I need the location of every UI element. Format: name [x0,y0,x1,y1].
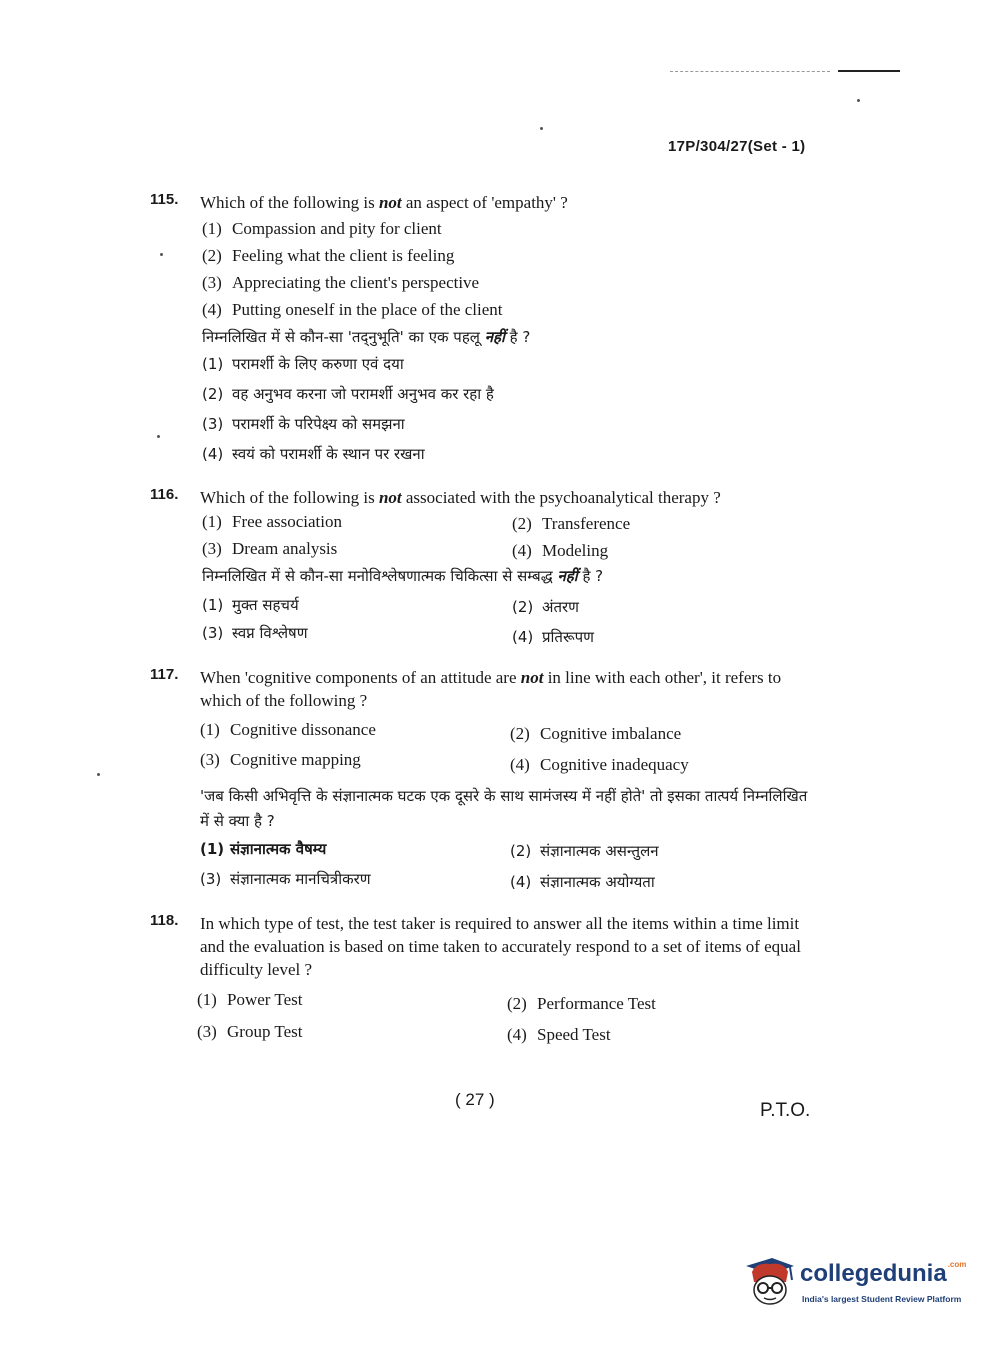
scan-speck [160,253,163,256]
option-en-3: (3) Cognitive mapping [200,750,361,769]
question-text-hindi: 'जब किसी अभिवृत्ति के संज्ञानात्मक घटक एक दूसरे के साथ सामंजस्य में नहीं होते' तो इसका तात्पर्य निम्नलिखित में से क्या है ? [200,787,808,830]
question-text: Which of the following is not an aspect of 'empathy' ? [200,193,568,212]
question-text: When 'cognitive components of an attitude are not in line with each other', it refers to which of the following ? [200,668,782,710]
option-en-1: (1) Power Test [197,990,303,1009]
scan-speck [157,435,160,438]
option-hi-2: (2) संज्ञानात्मक असन्तुलन [510,842,659,860]
option-en-4: (4) Cognitive inadequacy [510,755,689,774]
option-en-3: (3) Dream analysis [202,539,338,558]
option-en-2: (2) Feeling what the client is feeling [202,246,455,265]
collegedunia-logo [742,1252,972,1312]
scan-speck [540,127,543,130]
option-en-1: (1) Free association [202,512,342,531]
logo-tagline: India's largest Student Review Platform [802,1294,962,1304]
option-en-4: (4) Speed Test [507,1025,611,1044]
option-hi-1: (1) परामर्शी के लिए करुणा एवं दया [202,355,404,373]
question-text: Which of the following is not associated with the psychoanalytical therapy ? [200,488,721,507]
header-rule [838,70,900,72]
option-en-2: (2) Transference [512,514,631,533]
option-en-4: (4) Modeling [512,541,609,560]
logo-wordmark: collegedunia$^{.com}$ [800,1260,967,1287]
option-en-3: (3) Group Test [197,1022,303,1041]
option-hi-2: (2) अंतरण [512,598,579,616]
option-hi-4: (4) प्रतिरूपण [512,628,594,646]
option-hi-3: (3) स्वप्न विश्लेषण [202,624,308,642]
option-hi-4: (4) स्वयं को परामर्शी के स्थान पर रखना [202,445,425,463]
page-number: ( 27 ) [455,1090,495,1109]
student-mascot-icon [742,1252,798,1308]
option-hi-1: (1) मुक्त सहचर्य [202,596,299,614]
option-hi-3: (3) परामर्शी के परिपेक्ष्य को समझना [202,415,405,433]
option-hi-3: (3) संज्ञानात्मक मानचित्रीकरण [200,870,371,888]
question-text: In which type of test, the test taker is required to answer all the items within a time limit and the evaluation is based on time taken to accurately respond to a set of items of equal difficulty level ? [200,914,801,979]
paper-code: 17P/304/27(Set - 1) [668,138,806,155]
question-number: 117. [150,666,179,683]
option-en-4: (4) Putting oneself in the place of the client [202,300,503,319]
question-number: 118. [150,912,179,929]
header-dashed-line [670,71,830,73]
option-hi-4: (4) संज्ञानात्मक अयोग्यता [510,873,655,891]
pto-label: P.T.O. [760,1100,811,1121]
scan-speck [857,99,860,102]
question-number: 115. [150,191,179,208]
option-en-1: (1) Compassion and pity for client [202,219,442,238]
option-en-1: (1) Cognitive dissonance [200,720,376,739]
question-number: 116. [150,486,179,503]
option-en-3: (3) Appreciating the client's perspective [202,273,480,292]
option-en-2: (2) Cognitive imbalance [510,724,682,743]
option-hi-1: (1) संज्ञानात्मक वैषम्य [200,840,327,858]
option-hi-2: (2) वह अनुभव करना जो परामर्शी अनुभव कर रहा है [202,385,494,403]
question-text-hindi: निम्नलिखित में से कौन-सा मनोविश्लेषणात्मक चिकित्सा से सम्बद्ध नहीं है ? [202,567,604,585]
option-en-2: (2) Performance Test [507,994,656,1013]
question-text-hindi: निम्नलिखित में से कौन-सा 'तद्‌नुभूति' का एक पहलू नहीं है ? [202,328,531,346]
scan-speck [97,773,100,776]
